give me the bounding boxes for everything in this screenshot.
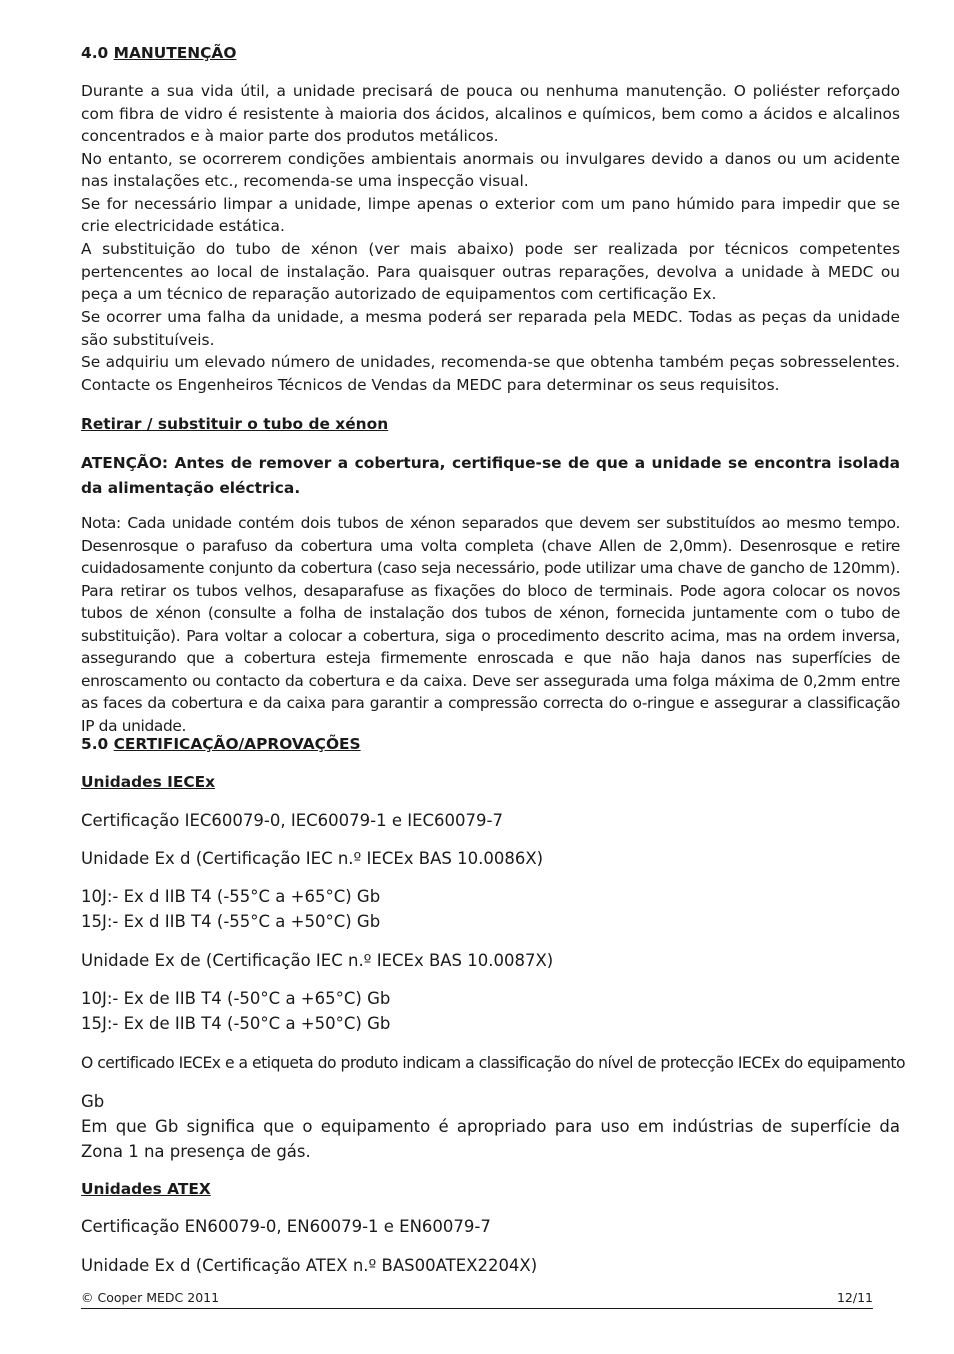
section-title: CERTIFICAÇÃO/APROVAÇÕES <box>113 735 361 753</box>
iecex-exd-certificate: Unidade Ex d (Certificação IEC n.º IECEx BAS 10.0086X) <box>81 849 544 868</box>
atex-units-heading: Unidades ATEX <box>81 1180 211 1198</box>
maintenance-paragraph-4: A substituição do tubo de xénon (ver mais abaixo) pode ser realizada por técnicos competentes pertencentes ao local de instalação. Para quaisquer outras reparações, devolva a unidade à MEDC ou peça a um técnico de reparação autorizado de equipamentos com certificação Ex. <box>81 240 900 303</box>
iecex-label-statement: O certificado IECEx e a etiqueta do produto indicam a classificação do nível de protecção IECEx do equipamento <box>81 1054 906 1072</box>
iecex-exde-10j-rating: 10J:- Ex de IIB T4 (-50°C a +65°C) Gb <box>81 989 391 1008</box>
note-paragraph: Nota: Cada unidade contém dois tubos de xénon separados que devem ser substituídos ao mesmo tempo. Desenrosque o parafuso da cobertura uma volta completa (chave Allen de 2,0mm). Desenrosque e retire cuidadosamente conjunto da cobertura (caso seja necessário, pode utilizar uma chave de gancho de 120mm). Para retirar os tubos velhos, desaparafuse as fixações do bloco de terminais. Pode agora colocar os novos tubos de xénon (consulte a folha de instalação dos tubos de xénon, fornecida juntamente com o tubo de substituição). Para voltar a colocar a cobertura, siga o procedimento descrito acima, mas na ordem inversa, assegurando que a cobertura esteja firmemente enroscada e que não haja danos nas superfícies de enroscamento ou contacto da cobertura e da caixa. Deve ser assegurada uma folga máxima de 0,2mm entre as faces da cobertura e da caixa para garantir a compressão correcta do o-ringue e assegurar a classificação IP da unidade. <box>81 514 900 735</box>
gb-designation: Gb <box>81 1092 105 1111</box>
maintenance-paragraph-1: Durante a sua vida útil, a unidade precisará de pouca ou nenhuma manutenção. O poliéster reforçado com fibra de vidro é resistente à maioria dos ácidos, alcalinos e químicos, bem como a ácidos e alcalinos concentrados e à maior parte dos produtos metálicos. <box>81 82 900 145</box>
gb-meaning: Em que Gb significa que o equipamento é apropriado para uso em indústrias de superfície da Zona 1 na presença de gás. <box>81 1117 900 1161</box>
footer-divider <box>81 1308 873 1309</box>
iecex-exde-certificate: Unidade Ex de (Certificação IEC n.º IECEx BAS 10.0087X) <box>81 951 554 970</box>
section-heading-certification <box>81 733 361 756</box>
iecex-exd-15j-rating: 15J:- Ex d IIB T4 (-55°C a +50°C) Gb <box>81 912 381 931</box>
atex-certification-standards: Certificação EN60079-0, EN60079-1 e EN60079-7 <box>81 1217 491 1236</box>
section-number: 4.0 <box>81 44 114 62</box>
page-footer <box>81 1290 873 1305</box>
atex-exd-certificate: Unidade Ex d (Certificação ATEX n.º BAS00ATEX2204X) <box>81 1256 538 1275</box>
maintenance-paragraph-6: Se adquiriu um elevado número de unidades, recomenda-se que obtenha também peças sobresselentes. Contacte os Engenheiros Técnicos de Vendas da MEDC para determinar os seus requisitos. <box>81 353 900 394</box>
maintenance-paragraph-5: Se ocorrer uma falha da unidade, a mesma poderá ser reparada pela MEDC. Todas as peças da unidade são substituíveis. <box>81 308 900 349</box>
maintenance-paragraph-2: No entanto, se ocorrerem condições ambientais anormais ou invulgares devido a danos ou um acidente nas instalações etc., recomenda-se uma inspecção visual. <box>81 149 900 190</box>
section-heading-maintenance <box>81 42 236 65</box>
copyright-notice: © Cooper MEDC 2011 <box>81 1290 220 1305</box>
section-number: 5.0 <box>81 735 114 753</box>
iecex-exd-10j-rating: 10J:- Ex d IIB T4 (-55°C a +65°C) Gb <box>81 887 381 906</box>
maintenance-paragraph-3: Se for necessário limpar a unidade, limpe apenas o exterior com um pano húmido para impedir que se crie electricidade estática. <box>81 194 900 235</box>
iecex-exde-15j-rating: 15J:- Ex de IIB T4 (-50°C a +50°C) Gb <box>81 1014 391 1033</box>
warning-text: ATENÇÃO: Antes de remover a cobertura, certifique-se de que a unidade se encontra isolada da alimentação eléctrica. <box>81 454 900 497</box>
iecex-certification-standards: Certificação IEC60079-0, IEC60079-1 e IEC60079-7 <box>81 811 503 830</box>
xenon-tube-heading: Retirar / substituir o tubo de xénon <box>81 415 389 433</box>
page-number: 12/11 <box>836 1290 873 1305</box>
iecex-units-heading: Unidades IECEx <box>81 773 216 791</box>
section-title: MANUTENÇÃO <box>113 44 237 62</box>
